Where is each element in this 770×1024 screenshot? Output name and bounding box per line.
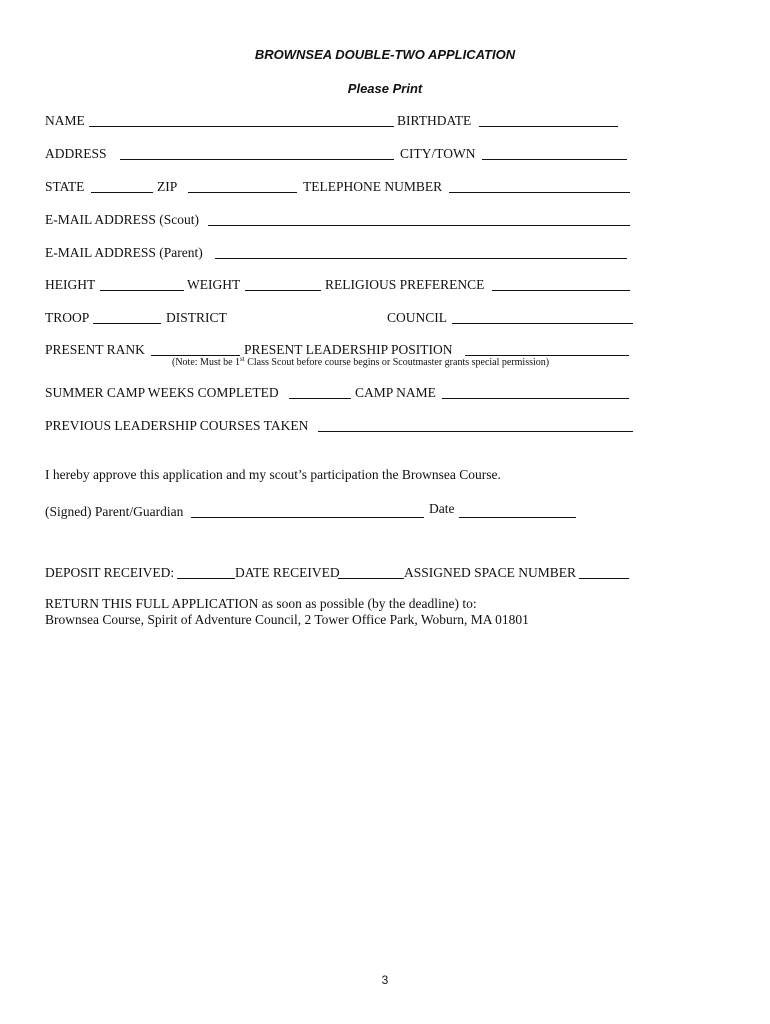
rank-note (172, 356, 549, 370)
page-number: 3 (381, 973, 389, 987)
email-parent-field[interactable] (215, 258, 627, 259)
assigned-space-label: ASSIGNED SPACE NUMBER (404, 565, 577, 580)
district-label: DISTRICT (166, 310, 227, 325)
telephone-field[interactable] (449, 192, 630, 193)
date-received-field[interactable] (338, 578, 404, 579)
rank-note-superscript: st (240, 355, 245, 363)
weight-field[interactable] (245, 290, 321, 291)
telephone-label: TELEPHONE NUMBER (303, 179, 443, 194)
rank-note-prefix: (Note: Must be 1 (172, 357, 241, 368)
previous-courses-row (45, 417, 635, 435)
return-address: Brownsea Course, Spirit of Adventure Council, 2 Tower Office Park, Woburn, MA 01801 (45, 612, 529, 627)
signature-field[interactable] (191, 517, 424, 518)
birthdate-label: BIRTHDATE (397, 113, 472, 128)
birthdate-field[interactable] (479, 126, 618, 127)
troop-field[interactable] (93, 323, 161, 324)
address-field[interactable] (120, 159, 394, 160)
camp-name-label: CAMP NAME (355, 385, 436, 400)
previous-courses-field[interactable] (318, 431, 633, 432)
state-field[interactable] (91, 192, 153, 193)
approval-statement: I hereby approve this application and my scout’s participation the Brownsea Course. (45, 467, 501, 482)
present-rank-label: PRESENT RANK (45, 342, 145, 357)
date-received-label: DATE RECEIVED (235, 565, 340, 580)
previous-courses-label: PREVIOUS LEADERSHIP COURSES TAKEN (45, 418, 309, 433)
email-scout-field[interactable] (208, 225, 630, 226)
email-parent-row (45, 244, 635, 262)
date-label: Date (429, 501, 455, 516)
address-label: ADDRESS (45, 146, 107, 161)
form-subtitle: Please Print (347, 81, 423, 96)
signature-date-field[interactable] (459, 517, 576, 518)
state-zip-phone-row (45, 178, 635, 196)
name-row (45, 112, 635, 130)
city-town-field[interactable] (482, 159, 627, 160)
email-parent-label: E-MAIL ADDRESS (Parent) (45, 245, 203, 260)
office-use-row (45, 564, 635, 582)
weight-label: WEIGHT (187, 277, 241, 292)
summer-camp-weeks-label: SUMMER CAMP WEEKS COMPLETED (45, 385, 279, 400)
religious-preference-field[interactable] (492, 290, 630, 291)
council-label: COUNCIL (387, 310, 447, 325)
council-field[interactable] (452, 323, 633, 324)
assigned-space-field[interactable] (579, 578, 629, 579)
height-label: HEIGHT (45, 277, 96, 292)
state-label: STATE (45, 179, 85, 194)
email-scout-row (45, 211, 635, 229)
name-field[interactable] (89, 126, 394, 127)
signature-row (45, 503, 585, 521)
address-row (45, 145, 635, 163)
signed-label: (Signed) Parent/Guardian (45, 504, 184, 519)
troop-district-council-row (45, 309, 635, 327)
deposit-received-field[interactable] (177, 578, 235, 579)
height-weight-row (45, 276, 635, 294)
religious-preference-label: RELIGIOUS PREFERENCE (325, 277, 485, 292)
rank-note-suffix: Class Scout before course begins or Scoutmaster grants special permission) (244, 357, 550, 368)
deposit-received-label: DEPOSIT RECEIVED: (45, 565, 175, 580)
name-label: NAME (45, 113, 85, 128)
zip-label: ZIP (157, 179, 178, 194)
troop-label: TROOP (45, 310, 90, 325)
camp-name-field[interactable] (442, 398, 629, 399)
summer-camp-row (45, 384, 635, 402)
form-title: BROWNSEA DOUBLE-TWO APPLICATION (254, 47, 516, 62)
height-field[interactable] (100, 290, 184, 291)
city-town-label: CITY/TOWN (400, 146, 476, 161)
present-leadership-label: PRESENT LEADERSHIP POSITION (244, 342, 453, 357)
zip-field[interactable] (188, 192, 297, 193)
email-scout-label: E-MAIL ADDRESS (Scout) (45, 212, 199, 227)
summer-camp-weeks-field[interactable] (289, 398, 351, 399)
return-instructions: RETURN THIS FULL APPLICATION as soon as possible (by the deadline) to: (45, 596, 477, 611)
